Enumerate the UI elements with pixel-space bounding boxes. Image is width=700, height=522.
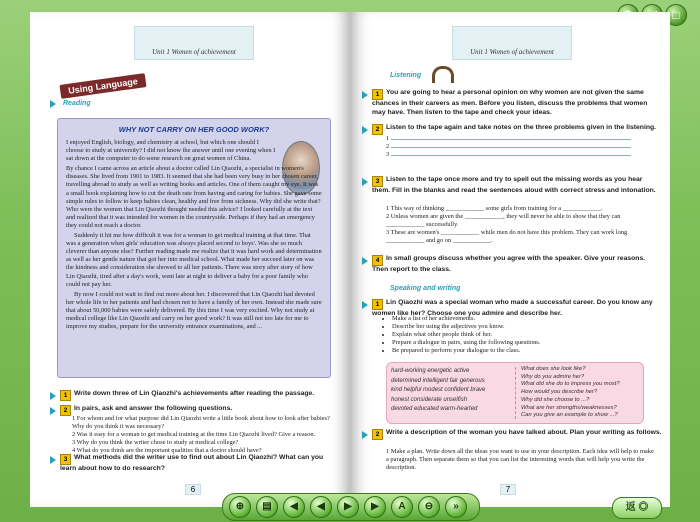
list-item: 4 What do you think are the important qualities that a doctor should have? <box>72 447 262 455</box>
question-number: 2 <box>372 124 383 135</box>
dialogue-question: What are her strengths/weaknesses? <box>521 404 617 411</box>
adjective-list <box>391 367 511 415</box>
arrow-icon <box>50 456 56 464</box>
note-line: 1 <box>386 135 656 143</box>
arrow-icon <box>362 257 368 265</box>
page-number: 6 <box>185 484 201 495</box>
last-page-button[interactable]: ▶ <box>364 496 386 518</box>
dialogue-question: How would you describe her? <box>521 389 598 396</box>
arrow-icon <box>362 431 368 439</box>
adjective-row: hard-working energetic active <box>391 368 470 374</box>
vocabulary-box <box>386 362 644 424</box>
speaking-2: 2 Write a description of the woman you have talked about. Plan your writing as follows. <box>372 429 662 440</box>
list-item: 1 For whom and for what purpose did Lin Qiaozhi write a little book about how to look after babies? Why do you think it was necessary? <box>72 415 330 431</box>
unit-header <box>134 26 254 60</box>
arrow-icon <box>50 392 56 400</box>
dialogue-question: Why did she choose to ...? <box>521 396 590 403</box>
list-item: 1 This way of thinking ____________ some girls from training for a ____________. <box>386 205 603 212</box>
question-number: 1 <box>372 89 383 100</box>
list-item: 3 Why do you think the writer chose to study at medical college? <box>72 439 239 447</box>
article-box <box>57 118 331 378</box>
paragraph-4: By now I could not wait to find out more about her. I discovered that Lin Qiaozhi had devoted her whole life to her patients and had chosen not to have a family of her own. Instead she made sure that about 50,000 babies were safely delivered. By this time I was very excited. Why not study at medical college like Lin Qiaozhi and carry on her good work? It was still not too late for me to improve my studies, prepare for the university entrance examinations, and ... <box>66 290 322 331</box>
arrow-icon <box>362 126 368 134</box>
dialogue-question: What did she do to impress you most? <box>521 381 620 388</box>
zoom-in-button[interactable]: ⊕ <box>229 496 251 518</box>
question-number: 3 <box>372 176 383 187</box>
fill-in-list <box>386 205 658 245</box>
page-number: 7 <box>500 484 516 495</box>
right-page <box>350 12 670 507</box>
question-1: 1 Write down three of Lin Qiaozhi's achievements after reading the passage. <box>60 390 340 401</box>
note-line: 3 <box>386 151 656 159</box>
listening-2: 2 Listen to the tape again and take notes on the three problems given in the listening. <box>372 124 662 135</box>
paragraph-2: By chance I came across an article about a doctor called Lin Qiaozhi, a specialist in women's diseases. She lived from 1901 to 1983. It seemed that she had been very busy in her chosen career, travelling abroad to study as well as writing books and articles. One of them caught my eye. It was a small book explaining how to cut the death rate from having and caring for babies. She gave some simple rules to follow to keep babies clean, healthy and free from sickness. Why did she write that? Who were the women that Lin Qiaozhi thought needed this advice? I looked carefully at the text and realized that it was intended for women in the countryside. Perhaps if they had an emergency they could not reach a doctor. <box>66 165 322 229</box>
left-page <box>30 12 350 507</box>
unit-header-text: Unit 1 Women of achievement <box>152 48 236 56</box>
question-number: 2 <box>372 429 383 440</box>
zoom-out-button[interactable]: ⊖ <box>418 496 440 518</box>
article-text <box>66 139 322 331</box>
arrow-icon <box>362 91 368 99</box>
list-item: • Describe her using the adjectives you know. <box>392 323 662 331</box>
font-size-button[interactable]: A <box>391 496 413 518</box>
first-page-button[interactable]: ◀ <box>283 496 305 518</box>
dialogue-question: What does she look like? <box>521 366 586 372</box>
next-page-button[interactable]: ▶ <box>337 496 359 518</box>
fast-forward-button[interactable]: » <box>445 496 467 518</box>
note-line: 2 <box>386 143 656 151</box>
notes-lines <box>386 135 656 159</box>
listening-label: Listening <box>390 72 422 79</box>
paragraph-1: I enjoyed English, biology, and chemistry at school, but which one should I choose to study at university? I did not know the answer until one evening when I sat down at the computer to do some research on great women of China. <box>66 139 276 163</box>
list-item: 2 Unless women are given the ____________, they will never be able to show that they can ____________ successfully. <box>386 213 621 229</box>
window-button[interactable]: □ <box>665 4 687 26</box>
listening-3: 3 Listen to the tape once more and try to spell out the missing words as you hear them. Fill in the blanks and read the sentences aloud with correct stress and intonation. <box>372 176 656 194</box>
list-item: • Prepare a dialogue in pairs, using the following questions. <box>392 339 662 347</box>
list-item: 2 Was it easy for a woman to get medical training at the time Lin Qiaozhi lived? Give a reason. <box>72 431 316 439</box>
writing-plan: 1 Make a plan. Write down all the ideas you want to use in your description. Each idea will help to make a paragraph. Then separate them so that you can list the interesting words that will help you write the description. <box>386 448 654 472</box>
question-number: 1 <box>60 390 71 401</box>
adjective-row: determined intelligent fair generous <box>391 377 485 384</box>
navigation-bar <box>222 493 480 521</box>
question-3: 3 What methods did the writer use to find out about Lin Qiaozhi? What can you learn about how to do research? <box>60 454 324 472</box>
list-item: 3 These are women's ____________ while men do not have this problem. They can work long ____________ and go on ____________. <box>386 229 628 245</box>
speaking-1: 1 Lin Qiaozhi was a special woman who made a successful career. Do you know any women like her? Choose one you admire and describe her. <box>372 299 653 317</box>
textbook-spread <box>30 12 670 507</box>
article-title: WHY NOT CARRY ON HER GOOD WORK? <box>118 125 270 134</box>
unit-header-text: Unit 1 Women of achievement <box>470 48 554 56</box>
question-number: 2 <box>60 405 71 416</box>
listening-4: 4 In small groups discuss whether you agree with the speaker. Give your reasons. Then report to the class. <box>372 255 646 273</box>
dialogue-question: Can you give an example to show ...? <box>521 412 618 419</box>
previous-page-button[interactable]: ◀ <box>310 496 332 518</box>
task-bullets <box>380 315 662 355</box>
arrow-icon <box>362 301 368 309</box>
contents-button[interactable]: ▤ <box>256 496 278 518</box>
adjective-row: kind helpful modest confident brave <box>391 387 486 393</box>
headphones-icon <box>432 66 454 83</box>
arrow-icon <box>50 100 56 108</box>
arrow-icon <box>50 407 56 415</box>
question-number: 3 <box>60 454 71 465</box>
arrow-icon <box>362 178 368 186</box>
unit-header <box>452 26 572 60</box>
list-item: • Make a list of her achievements. <box>392 315 662 323</box>
list-item: • Be prepared to perform your dialogue to the class. <box>392 347 662 355</box>
question-number: 1 <box>372 299 383 310</box>
back-button[interactable]: 返 ◎ <box>612 497 662 519</box>
question-2-list <box>72 415 340 455</box>
question-list <box>521 366 641 420</box>
adjective-row: honest considerate unselfish <box>391 396 468 403</box>
adjective-row: devoted educated warm-hearted <box>391 406 478 412</box>
section-banner: Using Language <box>59 73 146 99</box>
list-item: • Explain what other people think of her. <box>392 331 662 339</box>
speaking-label: Speaking and writing <box>390 285 461 292</box>
question-2: 2 In pairs, ask and answer the following questions. <box>60 405 340 416</box>
dialogue-question: Why do you admire her? <box>521 373 585 380</box>
question-number: 4 <box>372 255 383 266</box>
reading-label: Reading <box>63 100 91 107</box>
listening-1: 1 You are going to hear a personal opinion on why women are not given the same chances in their careers as men. Before you listen, discuss the problems that women may have. Then listen to the tape and check your ideas. <box>372 89 648 116</box>
box-divider <box>515 367 516 419</box>
paragraph-3: Suddenly it hit me how difficult it was for a woman to get medical training at that time. That was a generation when girls' education was always placed second to boys'. Was she so much cleverer than anyone else? Further reading made me realize that it was hard work and determination as well as her gentle nature that got her into medical school. What made her succeed later on was the kindness and consideration she showed to all her patients. There was story after story of how Lin Qiaozhi, tired after a day's work, went late at night to deliver a baby for a poor family who could not pay her. <box>66 232 322 288</box>
